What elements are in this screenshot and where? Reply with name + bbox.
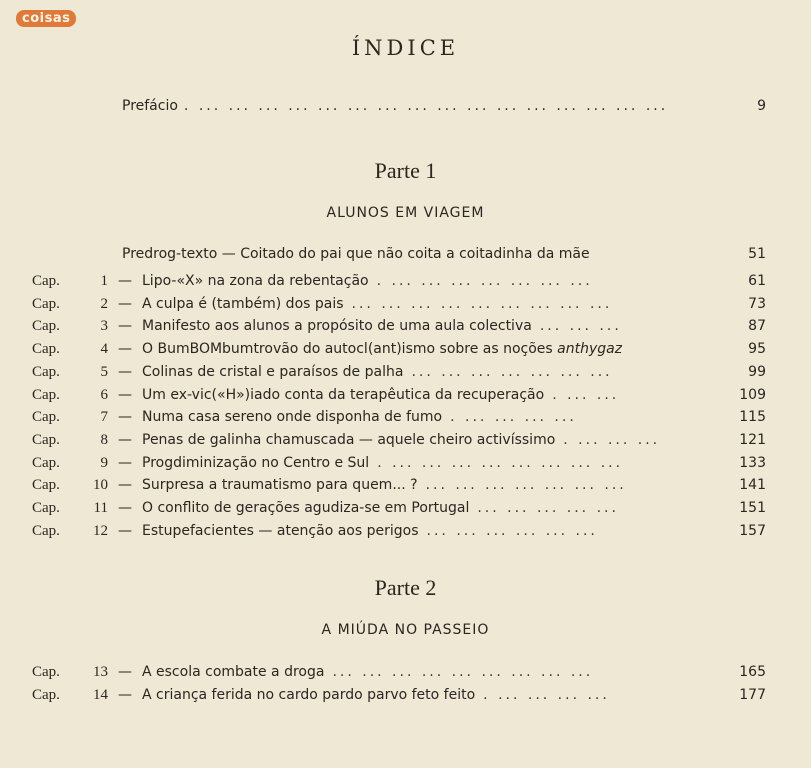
chapter-prefix: Cap. [32, 295, 60, 312]
chapter-page: 87 [748, 318, 766, 335]
preface-entry [122, 98, 766, 114]
chapter-page: 133 [739, 454, 766, 471]
pretext-entry [122, 246, 766, 262]
toc-entry [32, 500, 766, 522]
chapter-page: 141 [739, 477, 766, 494]
chapter-prefix: Cap. [32, 477, 60, 494]
leader-dots: ... ... ... [539, 318, 622, 335]
chapter-page: 121 [739, 431, 766, 448]
toc-entry [32, 432, 766, 454]
chapter-prefix: Cap. [32, 318, 60, 335]
chapter-number: 6 [100, 386, 108, 403]
preface-label: Prefácio [122, 98, 178, 114]
chapter-prefix: Cap. [32, 522, 60, 539]
toc-entry [32, 364, 766, 386]
chapter-prefix: Cap. [32, 454, 60, 471]
toc-entry [32, 455, 766, 477]
leader-dots: ... ... ... ... ... ... ... [411, 363, 613, 380]
chapter-title: Estupefacientes — atenção aos perigos [142, 522, 419, 539]
pretext-title: Predrog-texto — Coitado do pai que não coita a coitadinha da mãe [122, 246, 590, 262]
chapter-number: 12 [93, 522, 108, 539]
chapter-prefix: Cap. [32, 500, 60, 516]
chapter-number: 8 [100, 431, 108, 448]
chapter-prefix: Cap. [32, 273, 60, 289]
chapter-page: 157 [739, 522, 766, 539]
chapter-dash: — [118, 431, 132, 448]
chapter-dash: — [118, 454, 132, 471]
leader-dots: . ... ... ... ... [483, 687, 610, 703]
chapter-page: 61 [748, 273, 766, 289]
chapter-prefix: Cap. [32, 664, 60, 680]
chapter-prefix: Cap. [32, 687, 60, 703]
chapter-number: 11 [93, 500, 108, 516]
chapter-dash: — [118, 386, 132, 403]
chapter-title: O conflito de gerações agudiza-se em Portugal [142, 500, 470, 516]
part2-heading: Parte 2 [374, 575, 437, 600]
chapter-dash: — [118, 687, 132, 703]
chapter-number: 10 [93, 477, 108, 494]
toc-entry [32, 273, 766, 295]
chapter-title: Colinas de cristal e paraísos de palha [142, 363, 404, 380]
chapter-title: Um ex-vic(«H»)iado conta da terapêutica da recuperação [142, 386, 545, 403]
chapter-dash: — [118, 409, 132, 426]
leader-dots: . ... ... ... ... ... ... ... ... [377, 454, 624, 471]
chapter-dash: — [118, 522, 132, 539]
chapter-title: Penas de galinha chamuscada — aquele cheiro activíssimo [142, 431, 556, 448]
part2-subtitle: A MIÚDA NO PASSEIO [321, 622, 490, 638]
toc-entry [32, 387, 766, 409]
chapter-dash: — [118, 500, 132, 516]
chapter-dash: — [118, 363, 132, 380]
leader-dots: ... ... ... ... ... [477, 500, 619, 516]
chapter-page: 151 [739, 500, 766, 516]
chapter-prefix: Cap. [32, 409, 60, 426]
leader-dots: . ... ... ... ... [450, 409, 577, 426]
chapter-prefix: Cap. [32, 341, 60, 358]
chapter-page: 99 [748, 363, 766, 380]
leader-dots: ... ... ... ... ... ... [426, 522, 598, 539]
page-title: ÍNDICE [351, 36, 460, 60]
toc-entry [32, 523, 766, 545]
chapter-page: 115 [739, 409, 766, 426]
chapter-number: 5 [100, 363, 108, 380]
leader-dots: . ... ... ... ... ... ... ... [376, 273, 593, 289]
chapter-number: 9 [100, 454, 108, 471]
chapter-prefix: Cap. [32, 386, 60, 403]
chapter-number: 14 [93, 687, 108, 703]
leader-dots: ... ... ... ... ... ... ... [425, 477, 627, 494]
chapter-number: 3 [100, 318, 108, 335]
chapter-title: Manifesto aos alunos a propósito de uma aula colectiva [142, 318, 532, 335]
chapter-number: 4 [100, 341, 108, 358]
toc-entry [32, 318, 766, 340]
chapter-title: O BumBOMbumtrovão do autocl(ant)ismo sobre as noções anthygaz [142, 341, 623, 358]
chapter-page: 177 [739, 687, 766, 703]
chapter-page: 165 [739, 664, 766, 680]
toc-entry [32, 477, 766, 499]
chapter-title: A escola combate a droga [142, 664, 325, 680]
chapter-prefix: Cap. [32, 363, 60, 380]
chapter-dash: — [118, 273, 132, 289]
chapter-dash: — [118, 295, 132, 312]
chapter-number: 1 [100, 273, 108, 289]
toc-entry [32, 341, 766, 363]
chapter-title: Numa casa sereno onde disponha de fumo [142, 409, 443, 426]
toc-entry [32, 409, 766, 431]
toc-entry [32, 296, 766, 318]
chapter-number: 2 [100, 295, 108, 312]
chapter-dash: — [118, 318, 132, 335]
chapter-title: A culpa é (também) dos pais [142, 295, 344, 312]
chapter-number: 7 [100, 409, 108, 426]
preface-page: 9 [757, 98, 766, 114]
chapter-title: Surpresa a traumatismo para quem... ? [142, 477, 418, 494]
leader-dots: . ... ... [552, 386, 620, 403]
chapter-title: Lipo-«X» na zona da rebentação [142, 273, 369, 289]
chapter-title: A criança ferida no cardo pardo parvo feto feito [142, 687, 476, 703]
watermark-logo: coisas [16, 10, 76, 27]
chapter-number: 13 [93, 664, 108, 680]
leader-dots: ... ... ... ... ... ... ... ... ... [351, 295, 613, 312]
part1-subtitle: ALUNOS EM VIAGEM [326, 205, 485, 221]
chapter-prefix: Cap. [32, 431, 60, 448]
chapter-dash: — [118, 341, 132, 358]
toc-entry [32, 687, 766, 709]
chapter-page: 73 [748, 295, 766, 312]
leader-dots: . ... ... ... [563, 431, 661, 448]
preface-leader-dots: . ... ... ... ... ... ... ... ... ... ... ... ... ... ... ... ... [183, 98, 669, 114]
leader-dots: ... ... ... ... ... ... ... ... ... [332, 664, 594, 680]
part1-heading: Parte 1 [374, 158, 437, 183]
chapter-dash: — [118, 664, 132, 680]
chapter-page: 109 [739, 386, 766, 403]
chapter-page: 95 [748, 341, 766, 358]
pretext-page: 51 [748, 246, 766, 262]
chapter-dash: — [118, 477, 132, 494]
toc-entry [32, 664, 766, 686]
chapter-title: Progdiminização no Centro e Sul [142, 454, 370, 471]
